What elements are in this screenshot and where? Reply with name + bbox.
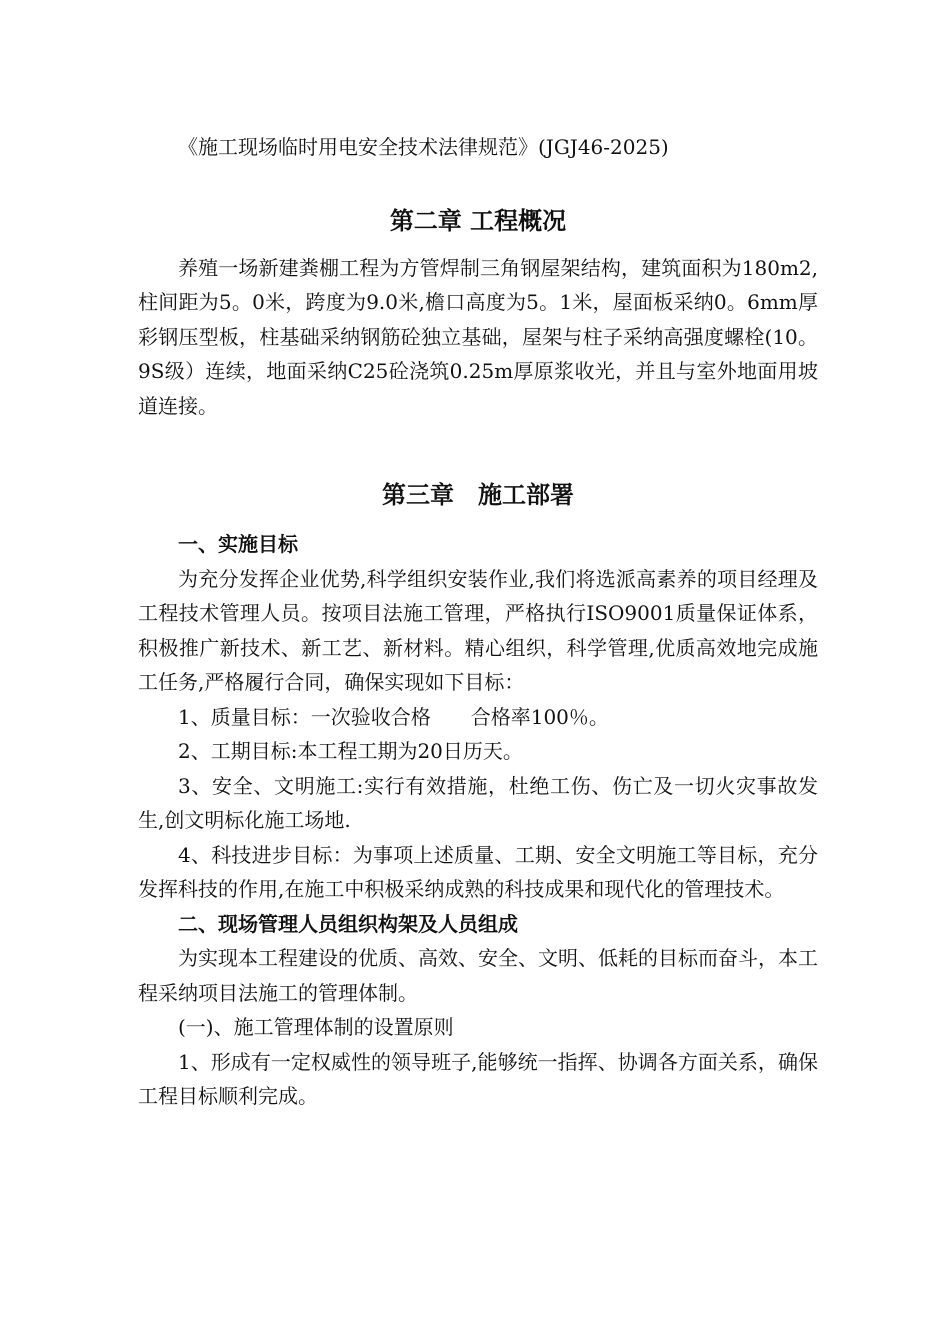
document-body	[138, 130, 818, 1114]
chapter-2-body: 养殖一场新建粪棚工程为方管焊制三角钢屋架结构，建筑面积为180m2,柱间距为5。0米，跨度为9.0米,檐口高度为5。1米，屋面板采纳0。6mm厚彩钢压型板，柱基础采纳钢筋砼独立基础，屋架与柱子采纳高强度螺栓(10。9S级）连续，地面采纳C25砼浇筑0.25m厚原浆收光，并且与室外地面用坡道连接。	[138, 255, 818, 418]
goal-technology: 4、科技进步目标：为事项上述质量、工期、安全文明施工等目标，充分发挥科技的作用,在施工中积极采纳成熟的科技成果和现代化的管理技术。	[138, 842, 818, 901]
section-1-intro: 为充分发挥企业优势,科学组织安装作业,我们将选派高素养的项目经理及工程技术管理人员。按项目法施工管理，严格执行ISO9001质量保证体系，积极推广新技术、新工艺、新材料。精心组织，科学管理,优质高效地完成施工任务,严格履行合同，确保实现如下目标：	[138, 566, 818, 694]
section-2-heading: 二、现场管理人员组织构架及人员组成	[178, 911, 518, 936]
goal-quality: 1、质量目标：一次验收合格 合格率100％。	[178, 704, 609, 729]
section-2-item-1: 1、形成有一定权威性的领导班子,能够统一指挥、协调各方面关系，确保工程目标顺利完成。	[138, 1049, 818, 1108]
reference-standard-line: 《施工现场临时用电安全技术法律规范》(JGJ46-2025)	[178, 135, 669, 159]
section-1-heading: 一、实施目标	[178, 532, 298, 556]
goal-safety: 3、安全、文明施工:实行有效措施，杜绝工伤、伤亡及一切火灾事故发生,创文明标化施工场地.	[138, 773, 818, 832]
section-2-subheading: (一)、施工管理体制的设置原则	[178, 1015, 454, 1039]
goal-schedule: 2、工期目标:本工程工期为20日历天。	[178, 739, 523, 763]
section-2-intro: 为实现本工程建设的优质、高效、安全、文明、低耗的目标而奋斗，本工程采纳项目法施工的管理体制。	[138, 946, 818, 1005]
chapter-3-title: 第三章 施工部署	[382, 481, 574, 509]
chapter-2-title: 第二章 工程概况	[389, 206, 567, 235]
